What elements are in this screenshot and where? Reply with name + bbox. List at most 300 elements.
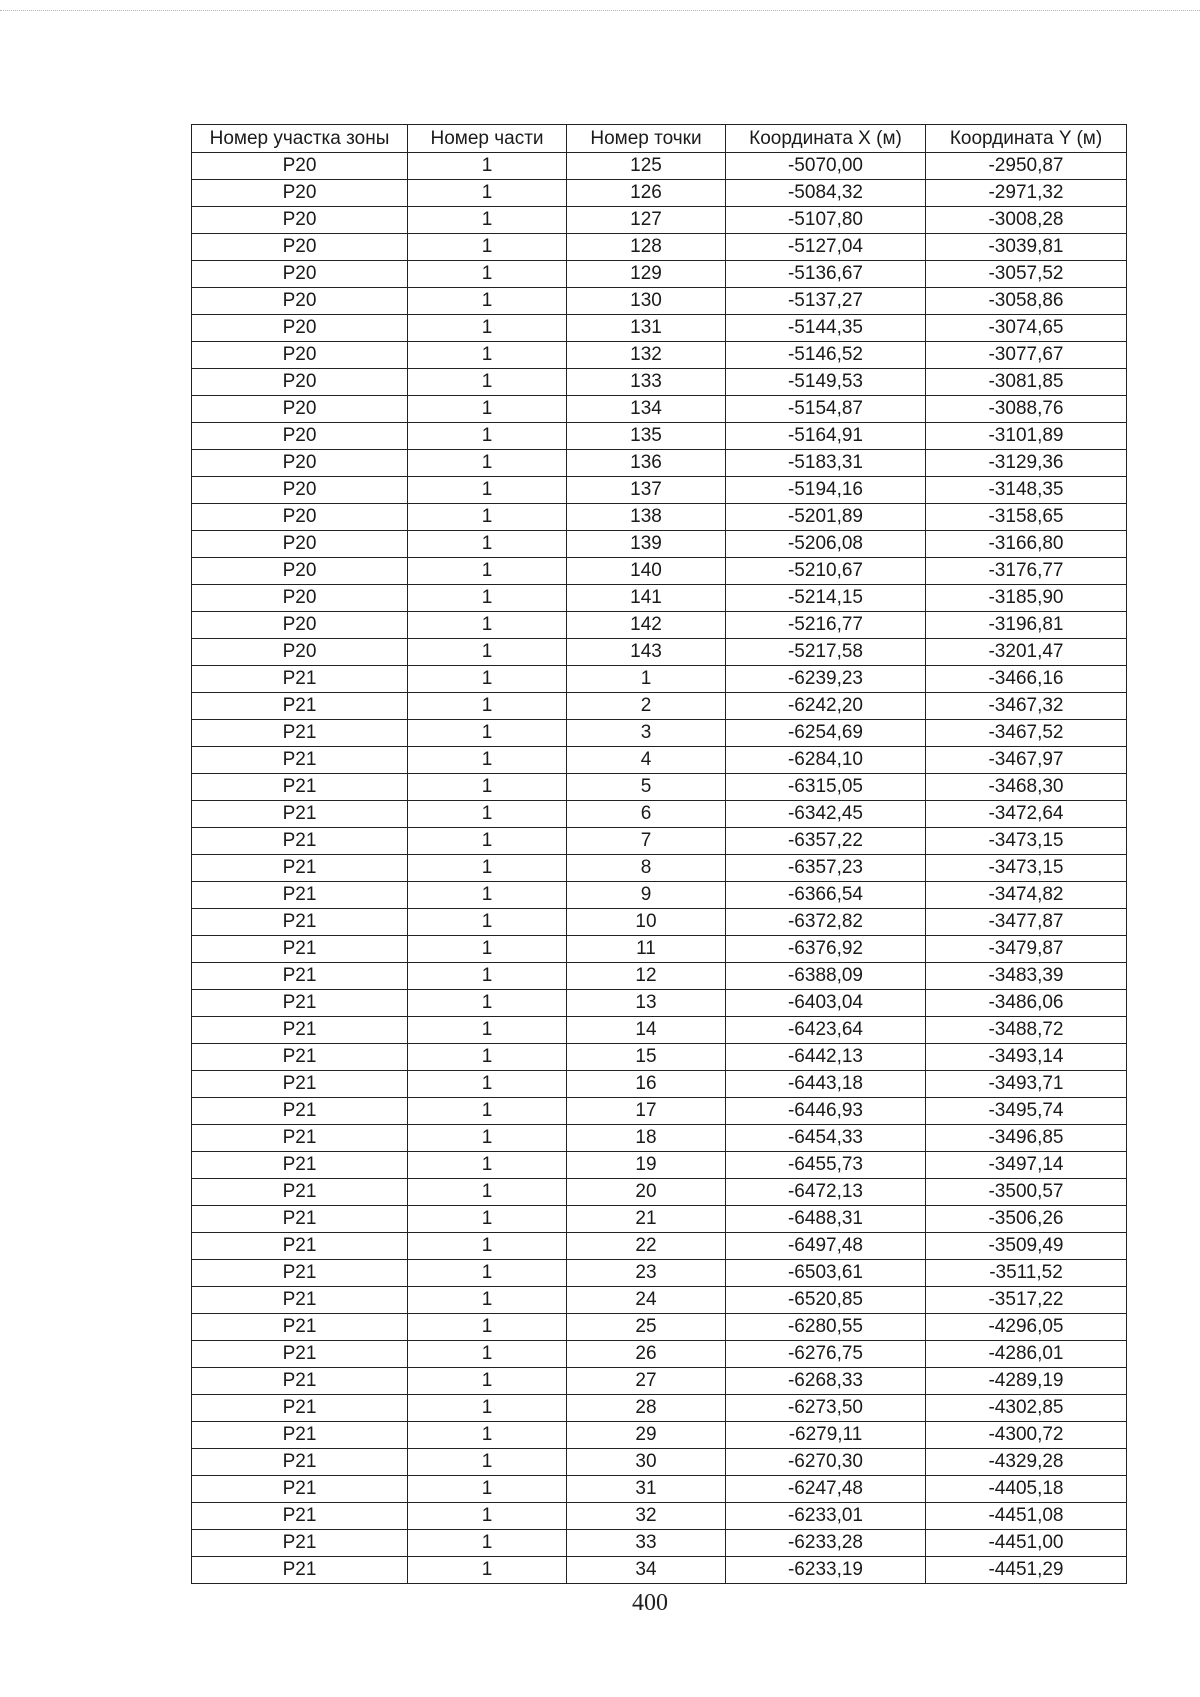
cell-coordinate-y: -3467,97 xyxy=(926,747,1127,774)
cell-point-number: 4 xyxy=(567,747,726,774)
table-row xyxy=(192,1476,1127,1503)
cell-part-number: 1 xyxy=(408,1071,567,1098)
table-row xyxy=(192,1233,1127,1260)
table-row xyxy=(192,558,1127,585)
scan-edge-line xyxy=(0,10,1200,11)
table-row xyxy=(192,936,1127,963)
cell-point-number: 129 xyxy=(567,261,726,288)
header-zone-section: Номер участка зоны xyxy=(192,125,408,153)
cell-coordinate-y: -3486,06 xyxy=(926,990,1127,1017)
cell-part-number: 1 xyxy=(408,1206,567,1233)
cell-coordinate-x: -6454,33 xyxy=(726,1125,926,1152)
page-number: 400 xyxy=(632,1590,668,1616)
cell-coordinate-x: -5149,53 xyxy=(726,369,926,396)
cell-zone-section: Р21 xyxy=(192,1260,408,1287)
cell-coordinate-y: -3074,65 xyxy=(926,315,1127,342)
cell-zone-section: Р21 xyxy=(192,1071,408,1098)
table-row xyxy=(192,1071,1127,1098)
cell-part-number: 1 xyxy=(408,504,567,531)
table-row xyxy=(192,234,1127,261)
cell-coordinate-y: -4451,00 xyxy=(926,1530,1127,1557)
cell-part-number: 1 xyxy=(408,396,567,423)
table-row xyxy=(192,855,1127,882)
cell-coordinate-y: -3196,81 xyxy=(926,612,1127,639)
table-row xyxy=(192,963,1127,990)
table-row xyxy=(192,1341,1127,1368)
cell-point-number: 2 xyxy=(567,693,726,720)
cell-point-number: 10 xyxy=(567,909,726,936)
cell-part-number: 1 xyxy=(408,153,567,180)
cell-part-number: 1 xyxy=(408,882,567,909)
cell-zone-section: Р21 xyxy=(192,1449,408,1476)
table-row xyxy=(192,1314,1127,1341)
cell-coordinate-x: -6503,61 xyxy=(726,1260,926,1287)
cell-point-number: 5 xyxy=(567,774,726,801)
header-row xyxy=(192,125,1127,153)
cell-zone-section: Р21 xyxy=(192,1044,408,1071)
table-row xyxy=(192,801,1127,828)
table-row xyxy=(192,1395,1127,1422)
cell-point-number: 20 xyxy=(567,1179,726,1206)
cell-coordinate-x: -6273,50 xyxy=(726,1395,926,1422)
header-coordinate-x: Координата X (м) xyxy=(726,125,926,153)
cell-point-number: 34 xyxy=(567,1557,726,1584)
table-row xyxy=(192,315,1127,342)
cell-coordinate-y: -2971,32 xyxy=(926,180,1127,207)
cell-coordinate-y: -3166,80 xyxy=(926,531,1127,558)
cell-coordinate-x: -6247,48 xyxy=(726,1476,926,1503)
table-row xyxy=(192,774,1127,801)
cell-point-number: 133 xyxy=(567,369,726,396)
cell-point-number: 13 xyxy=(567,990,726,1017)
cell-coordinate-x: -6376,92 xyxy=(726,936,926,963)
table-row xyxy=(192,909,1127,936)
cell-part-number: 1 xyxy=(408,693,567,720)
table-row xyxy=(192,477,1127,504)
cell-zone-section: Р21 xyxy=(192,1233,408,1260)
cell-point-number: 32 xyxy=(567,1503,726,1530)
table-row xyxy=(192,1044,1127,1071)
cell-coordinate-x: -6455,73 xyxy=(726,1152,926,1179)
cell-coordinate-x: -6233,28 xyxy=(726,1530,926,1557)
table-row xyxy=(192,342,1127,369)
table-row xyxy=(192,612,1127,639)
cell-zone-section: Р20 xyxy=(192,288,408,315)
cell-coordinate-y: -3467,32 xyxy=(926,693,1127,720)
table-header xyxy=(192,125,1127,153)
cell-point-number: 132 xyxy=(567,342,726,369)
cell-zone-section: Р21 xyxy=(192,747,408,774)
cell-coordinate-x: -6423,64 xyxy=(726,1017,926,1044)
cell-part-number: 1 xyxy=(408,1503,567,1530)
table-row xyxy=(192,882,1127,909)
cell-zone-section: Р21 xyxy=(192,1206,408,1233)
cell-coordinate-y: -3039,81 xyxy=(926,234,1127,261)
cell-zone-section: Р21 xyxy=(192,936,408,963)
cell-part-number: 1 xyxy=(408,261,567,288)
cell-part-number: 1 xyxy=(408,1341,567,1368)
cell-zone-section: Р20 xyxy=(192,207,408,234)
cell-zone-section: Р21 xyxy=(192,909,408,936)
cell-point-number: 23 xyxy=(567,1260,726,1287)
cell-coordinate-x: -6442,13 xyxy=(726,1044,926,1071)
cell-coordinate-x: -6443,18 xyxy=(726,1071,926,1098)
table-row xyxy=(192,1206,1127,1233)
cell-zone-section: Р20 xyxy=(192,585,408,612)
cell-point-number: 22 xyxy=(567,1233,726,1260)
table-row xyxy=(192,423,1127,450)
cell-part-number: 1 xyxy=(408,936,567,963)
cell-zone-section: Р21 xyxy=(192,1098,408,1125)
cell-point-number: 11 xyxy=(567,936,726,963)
cell-zone-section: Р20 xyxy=(192,477,408,504)
cell-part-number: 1 xyxy=(408,1260,567,1287)
cell-coordinate-x: -6357,22 xyxy=(726,828,926,855)
cell-point-number: 141 xyxy=(567,585,726,612)
cell-coordinate-y: -3497,14 xyxy=(926,1152,1127,1179)
cell-point-number: 25 xyxy=(567,1314,726,1341)
cell-coordinate-x: -6403,04 xyxy=(726,990,926,1017)
cell-coordinate-x: -6472,13 xyxy=(726,1179,926,1206)
cell-part-number: 1 xyxy=(408,1017,567,1044)
cell-part-number: 1 xyxy=(408,720,567,747)
cell-coordinate-y: -3185,90 xyxy=(926,585,1127,612)
cell-part-number: 1 xyxy=(408,207,567,234)
cell-part-number: 1 xyxy=(408,1368,567,1395)
cell-coordinate-x: -5107,80 xyxy=(726,207,926,234)
cell-zone-section: Р21 xyxy=(192,1422,408,1449)
cell-zone-section: Р20 xyxy=(192,369,408,396)
cell-part-number: 1 xyxy=(408,585,567,612)
cell-part-number: 1 xyxy=(408,1422,567,1449)
table-row xyxy=(192,639,1127,666)
cell-coordinate-y: -4300,72 xyxy=(926,1422,1127,1449)
cell-point-number: 18 xyxy=(567,1125,726,1152)
cell-point-number: 26 xyxy=(567,1341,726,1368)
table-row xyxy=(192,153,1127,180)
cell-coordinate-y: -3493,71 xyxy=(926,1071,1127,1098)
cell-coordinate-y: -3081,85 xyxy=(926,369,1127,396)
cell-coordinate-y: -3496,85 xyxy=(926,1125,1127,1152)
table-row xyxy=(192,720,1127,747)
cell-part-number: 1 xyxy=(408,774,567,801)
table-row xyxy=(192,1503,1127,1530)
cell-coordinate-y: -3517,22 xyxy=(926,1287,1127,1314)
cell-coordinate-x: -6357,23 xyxy=(726,855,926,882)
cell-coordinate-y: -3057,52 xyxy=(926,261,1127,288)
cell-coordinate-x: -6239,23 xyxy=(726,666,926,693)
cell-zone-section: Р20 xyxy=(192,639,408,666)
cell-coordinate-y: -3473,15 xyxy=(926,855,1127,882)
cell-coordinate-y: -3474,82 xyxy=(926,882,1127,909)
cell-zone-section: Р21 xyxy=(192,666,408,693)
cell-part-number: 1 xyxy=(408,1233,567,1260)
table-body xyxy=(192,153,1127,1584)
cell-zone-section: Р21 xyxy=(192,1395,408,1422)
cell-point-number: 16 xyxy=(567,1071,726,1098)
cell-coordinate-y: -3468,30 xyxy=(926,774,1127,801)
cell-zone-section: Р20 xyxy=(192,234,408,261)
cell-part-number: 1 xyxy=(408,909,567,936)
cell-zone-section: Р20 xyxy=(192,261,408,288)
cell-coordinate-y: -4289,19 xyxy=(926,1368,1127,1395)
cell-part-number: 1 xyxy=(408,747,567,774)
cell-coordinate-y: -4451,29 xyxy=(926,1557,1127,1584)
cell-part-number: 1 xyxy=(408,612,567,639)
cell-part-number: 1 xyxy=(408,1557,567,1584)
cell-point-number: 143 xyxy=(567,639,726,666)
cell-part-number: 1 xyxy=(408,990,567,1017)
cell-zone-section: Р20 xyxy=(192,180,408,207)
cell-coordinate-y: -3511,52 xyxy=(926,1260,1127,1287)
cell-zone-section: Р20 xyxy=(192,396,408,423)
cell-part-number: 1 xyxy=(408,315,567,342)
cell-coordinate-y: -3500,57 xyxy=(926,1179,1127,1206)
cell-part-number: 1 xyxy=(408,1476,567,1503)
cell-coordinate-x: -5217,58 xyxy=(726,639,926,666)
table-row xyxy=(192,288,1127,315)
table-row xyxy=(192,207,1127,234)
table-row xyxy=(192,666,1127,693)
cell-coordinate-y: -3509,49 xyxy=(926,1233,1127,1260)
cell-zone-section: Р21 xyxy=(192,1557,408,1584)
cell-zone-section: Р20 xyxy=(192,450,408,477)
cell-zone-section: Р21 xyxy=(192,1341,408,1368)
cell-coordinate-y: -3201,47 xyxy=(926,639,1127,666)
table-row xyxy=(192,180,1127,207)
cell-point-number: 130 xyxy=(567,288,726,315)
cell-coordinate-y: -3479,87 xyxy=(926,936,1127,963)
cell-coordinate-x: -6233,01 xyxy=(726,1503,926,1530)
cell-part-number: 1 xyxy=(408,1395,567,1422)
coordinates-table xyxy=(191,124,1127,1584)
cell-point-number: 3 xyxy=(567,720,726,747)
cell-part-number: 1 xyxy=(408,1314,567,1341)
cell-coordinate-y: -3495,74 xyxy=(926,1098,1127,1125)
cell-zone-section: Р20 xyxy=(192,342,408,369)
cell-zone-section: Р21 xyxy=(192,801,408,828)
table-row xyxy=(192,990,1127,1017)
cell-coordinate-x: -6270,30 xyxy=(726,1449,926,1476)
cell-coordinate-x: -5206,08 xyxy=(726,531,926,558)
cell-coordinate-x: -5210,67 xyxy=(726,558,926,585)
table-row xyxy=(192,504,1127,531)
cell-coordinate-x: -5164,91 xyxy=(726,423,926,450)
cell-zone-section: Р21 xyxy=(192,1530,408,1557)
cell-coordinate-x: -6268,33 xyxy=(726,1368,926,1395)
cell-zone-section: Р21 xyxy=(192,1287,408,1314)
cell-part-number: 1 xyxy=(408,1287,567,1314)
cell-coordinate-x: -6446,93 xyxy=(726,1098,926,1125)
table-row xyxy=(192,1530,1127,1557)
cell-zone-section: Р20 xyxy=(192,315,408,342)
cell-zone-section: Р21 xyxy=(192,693,408,720)
cell-coordinate-x: -6520,85 xyxy=(726,1287,926,1314)
cell-coordinate-x: -6254,69 xyxy=(726,720,926,747)
cell-coordinate-x: -5154,87 xyxy=(726,396,926,423)
cell-point-number: 12 xyxy=(567,963,726,990)
cell-coordinate-x: -6233,19 xyxy=(726,1557,926,1584)
cell-zone-section: Р20 xyxy=(192,153,408,180)
table-row xyxy=(192,261,1127,288)
cell-part-number: 1 xyxy=(408,234,567,261)
cell-part-number: 1 xyxy=(408,342,567,369)
cell-coordinate-x: -6284,10 xyxy=(726,747,926,774)
cell-point-number: 15 xyxy=(567,1044,726,1071)
table-row xyxy=(192,450,1127,477)
table-row xyxy=(192,1449,1127,1476)
cell-coordinate-y: -3506,26 xyxy=(926,1206,1127,1233)
cell-coordinate-y: -3477,87 xyxy=(926,909,1127,936)
cell-zone-section: Р20 xyxy=(192,612,408,639)
table-row xyxy=(192,1098,1127,1125)
cell-part-number: 1 xyxy=(408,558,567,585)
cell-coordinate-x: -6497,48 xyxy=(726,1233,926,1260)
table-row xyxy=(192,585,1127,612)
cell-part-number: 1 xyxy=(408,1098,567,1125)
cell-part-number: 1 xyxy=(408,1530,567,1557)
cell-part-number: 1 xyxy=(408,963,567,990)
table-row xyxy=(192,1287,1127,1314)
cell-coordinate-x: -5070,00 xyxy=(726,153,926,180)
cell-coordinate-x: -5136,67 xyxy=(726,261,926,288)
cell-zone-section: Р21 xyxy=(192,828,408,855)
cell-zone-section: Р21 xyxy=(192,1179,408,1206)
cell-coordinate-x: -6276,75 xyxy=(726,1341,926,1368)
cell-part-number: 1 xyxy=(408,531,567,558)
table-row xyxy=(192,693,1127,720)
cell-point-number: 7 xyxy=(567,828,726,855)
cell-coordinate-x: -6366,54 xyxy=(726,882,926,909)
cell-zone-section: Р21 xyxy=(192,1314,408,1341)
cell-part-number: 1 xyxy=(408,1179,567,1206)
cell-coordinate-y: -3101,89 xyxy=(926,423,1127,450)
cell-coordinate-y: -3488,72 xyxy=(926,1017,1127,1044)
cell-part-number: 1 xyxy=(408,855,567,882)
cell-point-number: 128 xyxy=(567,234,726,261)
cell-point-number: 137 xyxy=(567,477,726,504)
cell-coordinate-x: -5216,77 xyxy=(726,612,926,639)
table-row xyxy=(192,828,1127,855)
cell-zone-section: Р20 xyxy=(192,558,408,585)
cell-coordinate-y: -3483,39 xyxy=(926,963,1127,990)
table-row xyxy=(192,1368,1127,1395)
cell-zone-section: Р20 xyxy=(192,504,408,531)
cell-point-number: 27 xyxy=(567,1368,726,1395)
cell-zone-section: Р21 xyxy=(192,774,408,801)
cell-point-number: 21 xyxy=(567,1206,726,1233)
cell-part-number: 1 xyxy=(408,1044,567,1071)
cell-coordinate-y: -3148,35 xyxy=(926,477,1127,504)
cell-coordinate-x: -5194,16 xyxy=(726,477,926,504)
cell-part-number: 1 xyxy=(408,423,567,450)
header-point-number: Номер точки xyxy=(567,125,726,153)
cell-point-number: 131 xyxy=(567,315,726,342)
cell-point-number: 31 xyxy=(567,1476,726,1503)
cell-point-number: 19 xyxy=(567,1152,726,1179)
cell-coordinate-y: -4302,85 xyxy=(926,1395,1127,1422)
cell-point-number: 142 xyxy=(567,612,726,639)
cell-point-number: 17 xyxy=(567,1098,726,1125)
cell-point-number: 134 xyxy=(567,396,726,423)
cell-coordinate-x: -6342,45 xyxy=(726,801,926,828)
cell-point-number: 28 xyxy=(567,1395,726,1422)
cell-point-number: 33 xyxy=(567,1530,726,1557)
cell-coordinate-x: -5127,04 xyxy=(726,234,926,261)
cell-zone-section: Р21 xyxy=(192,1503,408,1530)
table-row xyxy=(192,1179,1127,1206)
cell-coordinate-y: -4296,05 xyxy=(926,1314,1127,1341)
cell-coordinate-x: -5146,52 xyxy=(726,342,926,369)
cell-coordinate-x: -5201,89 xyxy=(726,504,926,531)
cell-zone-section: Р21 xyxy=(192,990,408,1017)
cell-coordinate-y: -3008,28 xyxy=(926,207,1127,234)
cell-zone-section: Р21 xyxy=(192,720,408,747)
table-row xyxy=(192,1152,1127,1179)
cell-zone-section: Р21 xyxy=(192,1125,408,1152)
cell-zone-section: Р21 xyxy=(192,1152,408,1179)
cell-point-number: 126 xyxy=(567,180,726,207)
cell-coordinate-y: -2950,87 xyxy=(926,153,1127,180)
cell-coordinate-y: -4405,18 xyxy=(926,1476,1127,1503)
cell-part-number: 1 xyxy=(408,477,567,504)
table-row xyxy=(192,747,1127,774)
cell-coordinate-x: -6280,55 xyxy=(726,1314,926,1341)
cell-point-number: 135 xyxy=(567,423,726,450)
cell-part-number: 1 xyxy=(408,450,567,477)
cell-point-number: 14 xyxy=(567,1017,726,1044)
cell-zone-section: Р21 xyxy=(192,855,408,882)
cell-point-number: 125 xyxy=(567,153,726,180)
cell-point-number: 139 xyxy=(567,531,726,558)
cell-point-number: 30 xyxy=(567,1449,726,1476)
cell-coordinate-y: -3088,76 xyxy=(926,396,1127,423)
cell-coordinate-y: -3058,86 xyxy=(926,288,1127,315)
cell-part-number: 1 xyxy=(408,1125,567,1152)
cell-coordinate-y: -4451,08 xyxy=(926,1503,1127,1530)
cell-coordinate-y: -3158,65 xyxy=(926,504,1127,531)
cell-coordinate-x: -5137,27 xyxy=(726,288,926,315)
cell-coordinate-y: -3493,14 xyxy=(926,1044,1127,1071)
cell-part-number: 1 xyxy=(408,639,567,666)
cell-coordinate-x: -5214,15 xyxy=(726,585,926,612)
cell-point-number: 138 xyxy=(567,504,726,531)
cell-coordinate-y: -3467,52 xyxy=(926,720,1127,747)
cell-coordinate-x: -5183,31 xyxy=(726,450,926,477)
cell-zone-section: Р21 xyxy=(192,1368,408,1395)
table-row xyxy=(192,531,1127,558)
cell-part-number: 1 xyxy=(408,801,567,828)
cell-point-number: 9 xyxy=(567,882,726,909)
cell-coordinate-y: -3466,16 xyxy=(926,666,1127,693)
cell-zone-section: Р21 xyxy=(192,1476,408,1503)
cell-point-number: 127 xyxy=(567,207,726,234)
cell-coordinate-x: -5084,32 xyxy=(726,180,926,207)
cell-coordinate-y: -4329,28 xyxy=(926,1449,1127,1476)
cell-coordinate-x: -5144,35 xyxy=(726,315,926,342)
cell-coordinate-x: -6242,20 xyxy=(726,693,926,720)
header-part-number: Номер части xyxy=(408,125,567,153)
cell-part-number: 1 xyxy=(408,828,567,855)
cell-part-number: 1 xyxy=(408,369,567,396)
cell-zone-section: Р20 xyxy=(192,531,408,558)
cell-point-number: 140 xyxy=(567,558,726,585)
cell-point-number: 24 xyxy=(567,1287,726,1314)
cell-point-number: 8 xyxy=(567,855,726,882)
cell-zone-section: Р21 xyxy=(192,882,408,909)
cell-coordinate-y: -3176,77 xyxy=(926,558,1127,585)
cell-coordinate-x: -6315,05 xyxy=(726,774,926,801)
